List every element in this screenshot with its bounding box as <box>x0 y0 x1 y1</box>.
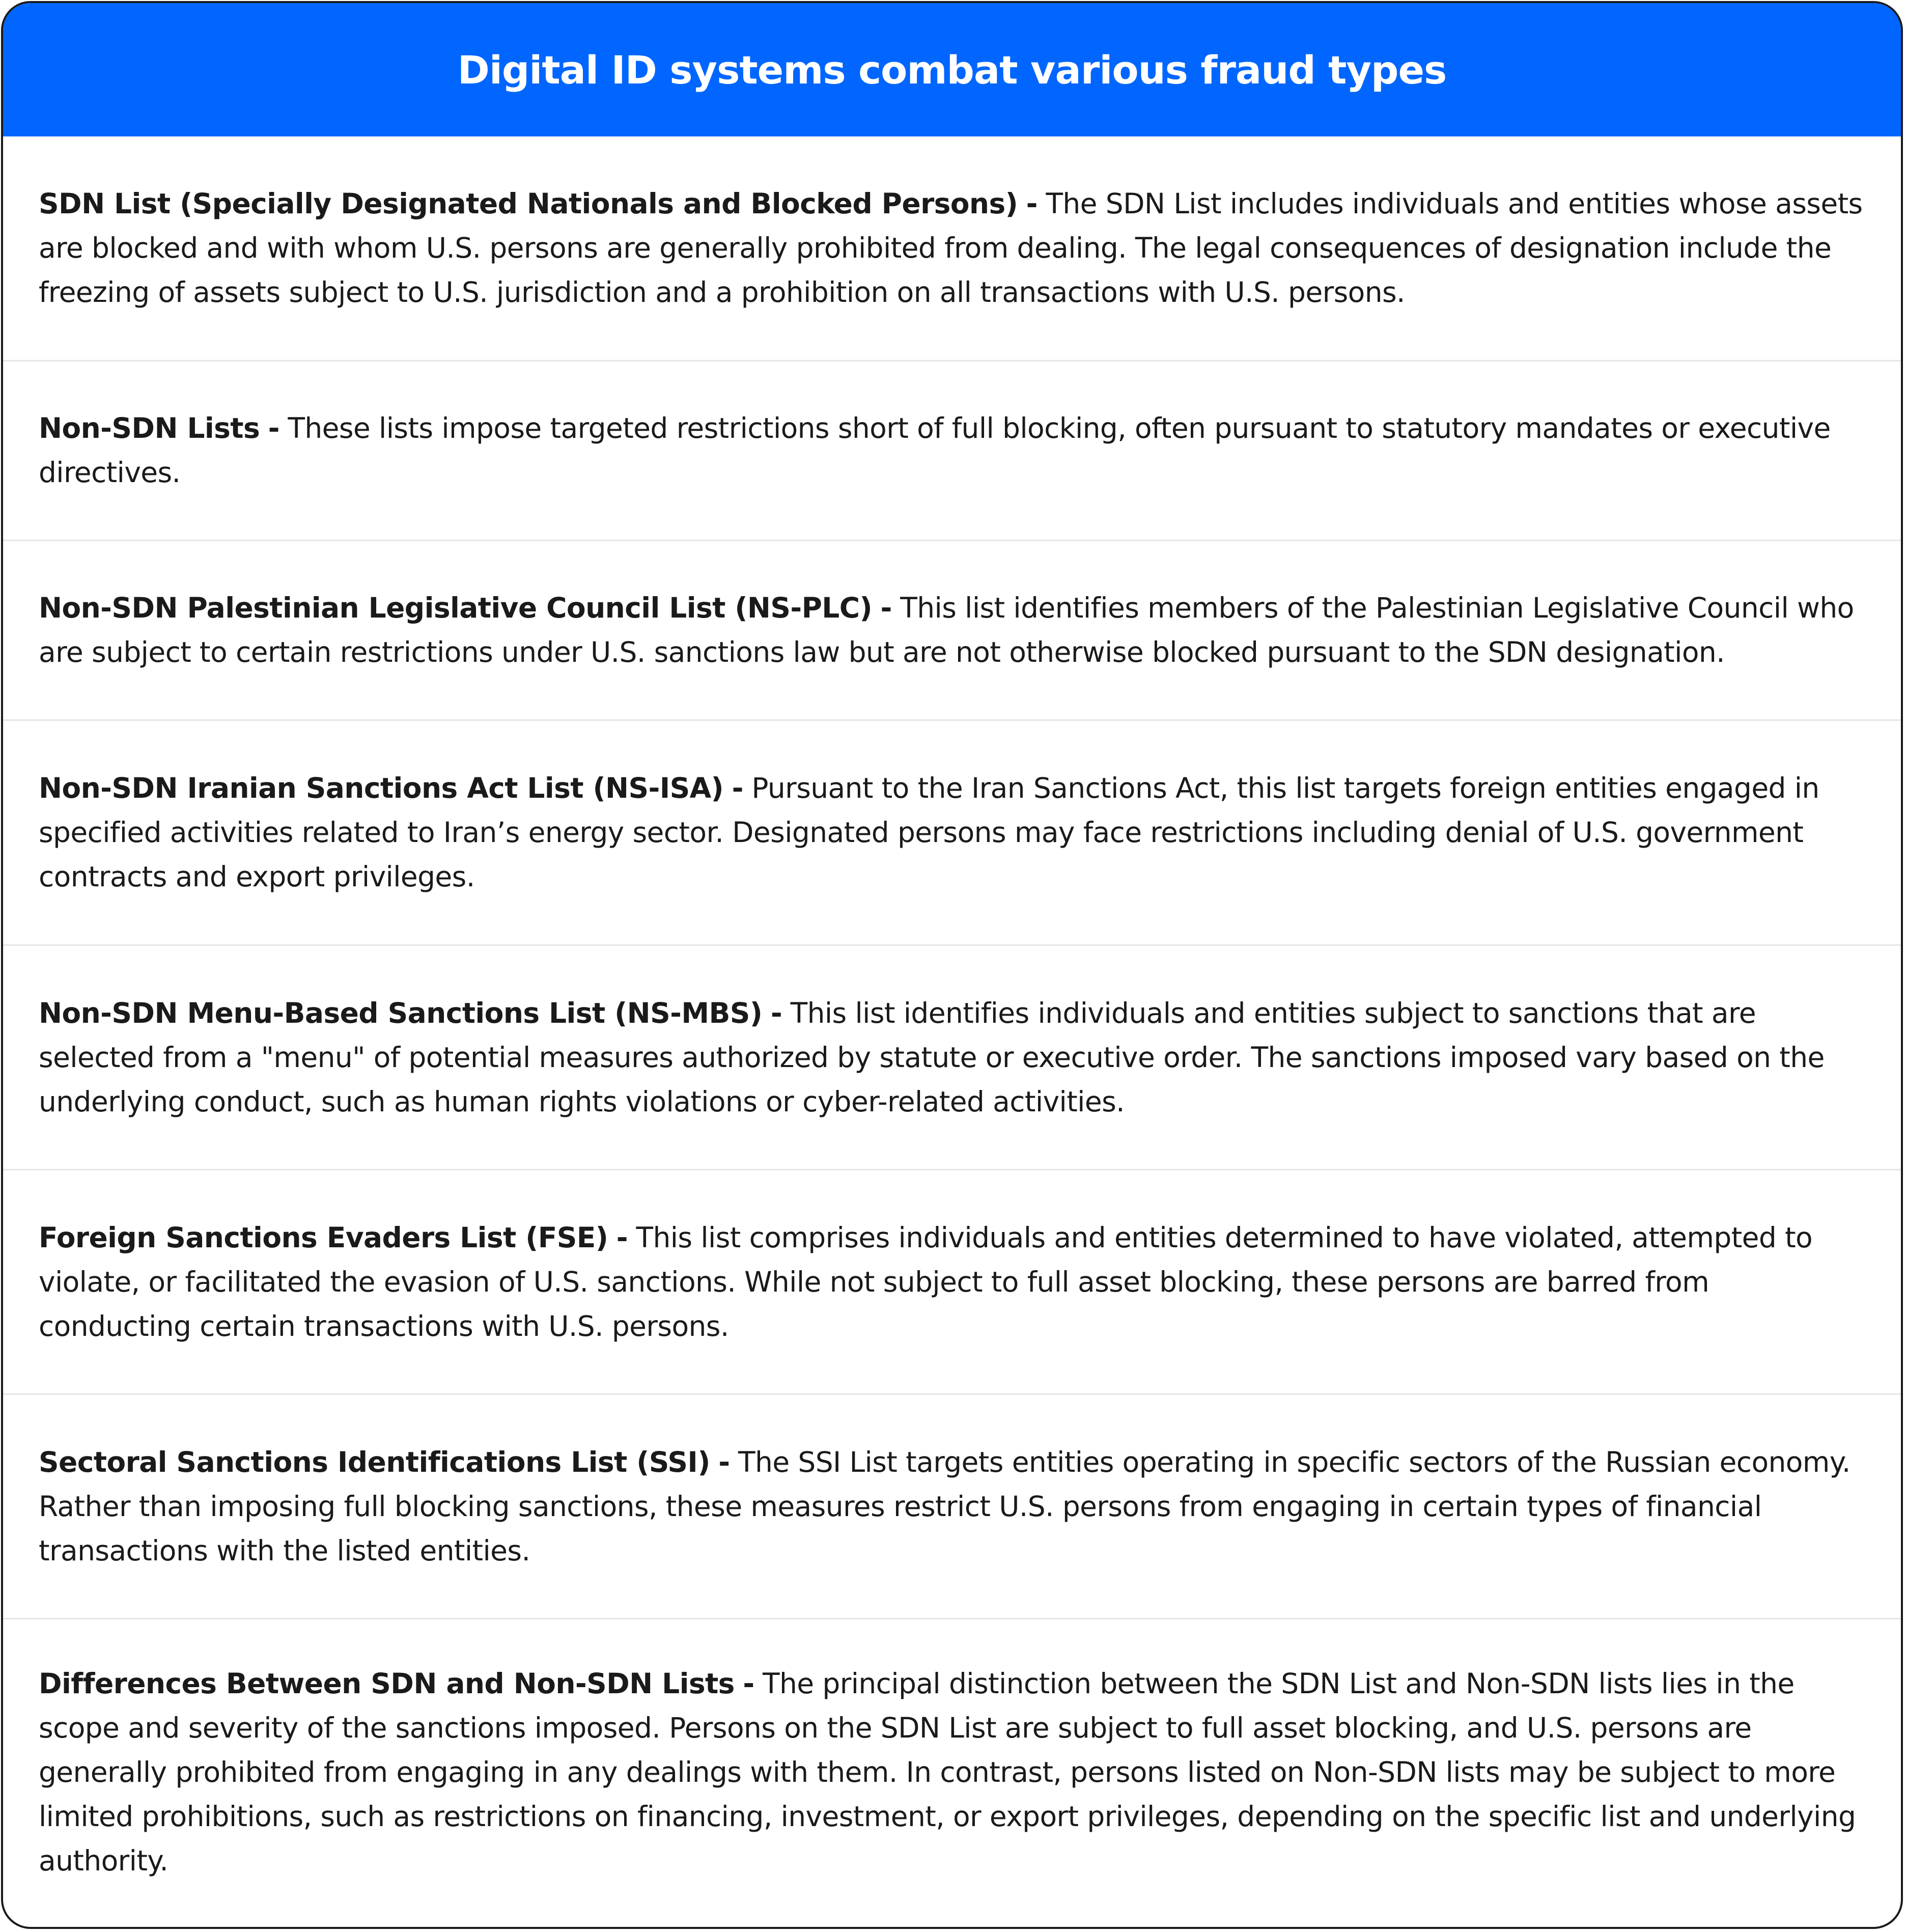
item-separator: - <box>718 1445 730 1478</box>
item-term: Non-SDN Palestinian Legislative Council List (NS-PLC) <box>39 592 873 624</box>
list-item <box>3 721 1901 946</box>
item-description: This list identifies members of the Palestinian Legislative Council who are subject to certain restrictions under U.S. sanctions law but are not otherwise blocked pursuant to the SDN designation. <box>39 592 1854 668</box>
card-header <box>3 3 1901 136</box>
item-description: The SDN List includes individuals and entities whose assets are blocked and with whom U.S. persons are generally prohibited from dealing. The legal consequences of designation include the freezing of assets subject to U.S. jurisdiction and a prohibition on all transactions with U.S. persons. <box>39 187 1863 309</box>
item-term: Sectoral Sanctions Identifications List (SSI) <box>39 1445 710 1478</box>
list-item <box>3 136 1901 361</box>
item-description: This list identifies individuals and entities subject to sanctions that are selected from a "menu" of potential measures authorized by statute or executive order. The sanctions imposed vary based on the underlying conduct, such as human rights violations or cyber-related activities. <box>39 996 1825 1118</box>
item-text <box>39 1216 1865 1349</box>
item-text <box>39 766 1865 899</box>
list-item <box>3 1170 1901 1395</box>
item-description: These lists impose targeted restrictions short of full blocking, often pursuant to statutory mandates or executive directives. <box>39 412 1831 489</box>
item-text <box>39 182 1865 315</box>
item-separator: - <box>1026 187 1038 220</box>
item-description: The SSI List targets entities operating in specific sectors of the Russian economy. Rather than imposing full blocking sanctions, these measures restrict U.S. persons from engaging in certain types of financial transactions with the listed entities. <box>39 1445 1851 1567</box>
item-description: This list comprises individuals and entities determined to have violated, attempted to violate, or facilitated the evasion of U.S. sanctions. While not subject to full asset blocking, these persons are barred from conducting certain transactions with U.S. persons. <box>39 1221 1813 1342</box>
item-separator: - <box>268 412 279 444</box>
item-text <box>39 1662 1865 1883</box>
item-description: The principal distinction between the SDN List and Non-SDN lists lies in the scope and severity of the sanctions imposed. Persons on the SDN List are subject to full asset blocking, and U.S. persons are generally prohibited from engaging in any dealings with them. In contrast, persons listed on Non-SDN lists may be subject to more limited prohibitions, such as restrictions on financing, investment, or export privileges, depending on the specific list and underlying authority. <box>39 1667 1856 1877</box>
list-item <box>3 946 1901 1170</box>
card-title: Digital ID systems combat various fraud types <box>457 47 1447 93</box>
item-term: Differences Between SDN and Non-SDN Lists <box>39 1667 735 1700</box>
list-item <box>3 361 1901 541</box>
item-text <box>39 991 1865 1124</box>
fraud-types-card <box>1 1 1903 1929</box>
item-text <box>39 1440 1865 1573</box>
item-text <box>39 406 1865 495</box>
item-separator: - <box>732 772 743 804</box>
list-item <box>3 1619 1901 1925</box>
list-item <box>3 1395 1901 1619</box>
item-term: Foreign Sanctions Evaders List (FSE) <box>39 1221 608 1254</box>
item-description: Pursuant to the Iran Sanctions Act, this list targets foreign entities engaged in specified activities related to Iran’s energy sector. Designated persons may face restrictions including denial of U.S. government contracts and export privileges. <box>39 772 1819 893</box>
item-separator: - <box>880 592 892 624</box>
item-term: Non-SDN Menu-Based Sanctions List (NS-MBS) <box>39 996 763 1029</box>
list-item <box>3 541 1901 721</box>
item-separator: - <box>743 1667 754 1700</box>
item-separator: - <box>770 996 782 1029</box>
item-term: SDN List (Specially Designated Nationals and Blocked Persons) <box>39 187 1018 220</box>
item-term: Non-SDN Iranian Sanctions Act List (NS-ISA) <box>39 772 724 804</box>
item-separator: - <box>616 1221 628 1254</box>
item-term: Non-SDN Lists <box>39 412 260 444</box>
item-text <box>39 586 1865 675</box>
